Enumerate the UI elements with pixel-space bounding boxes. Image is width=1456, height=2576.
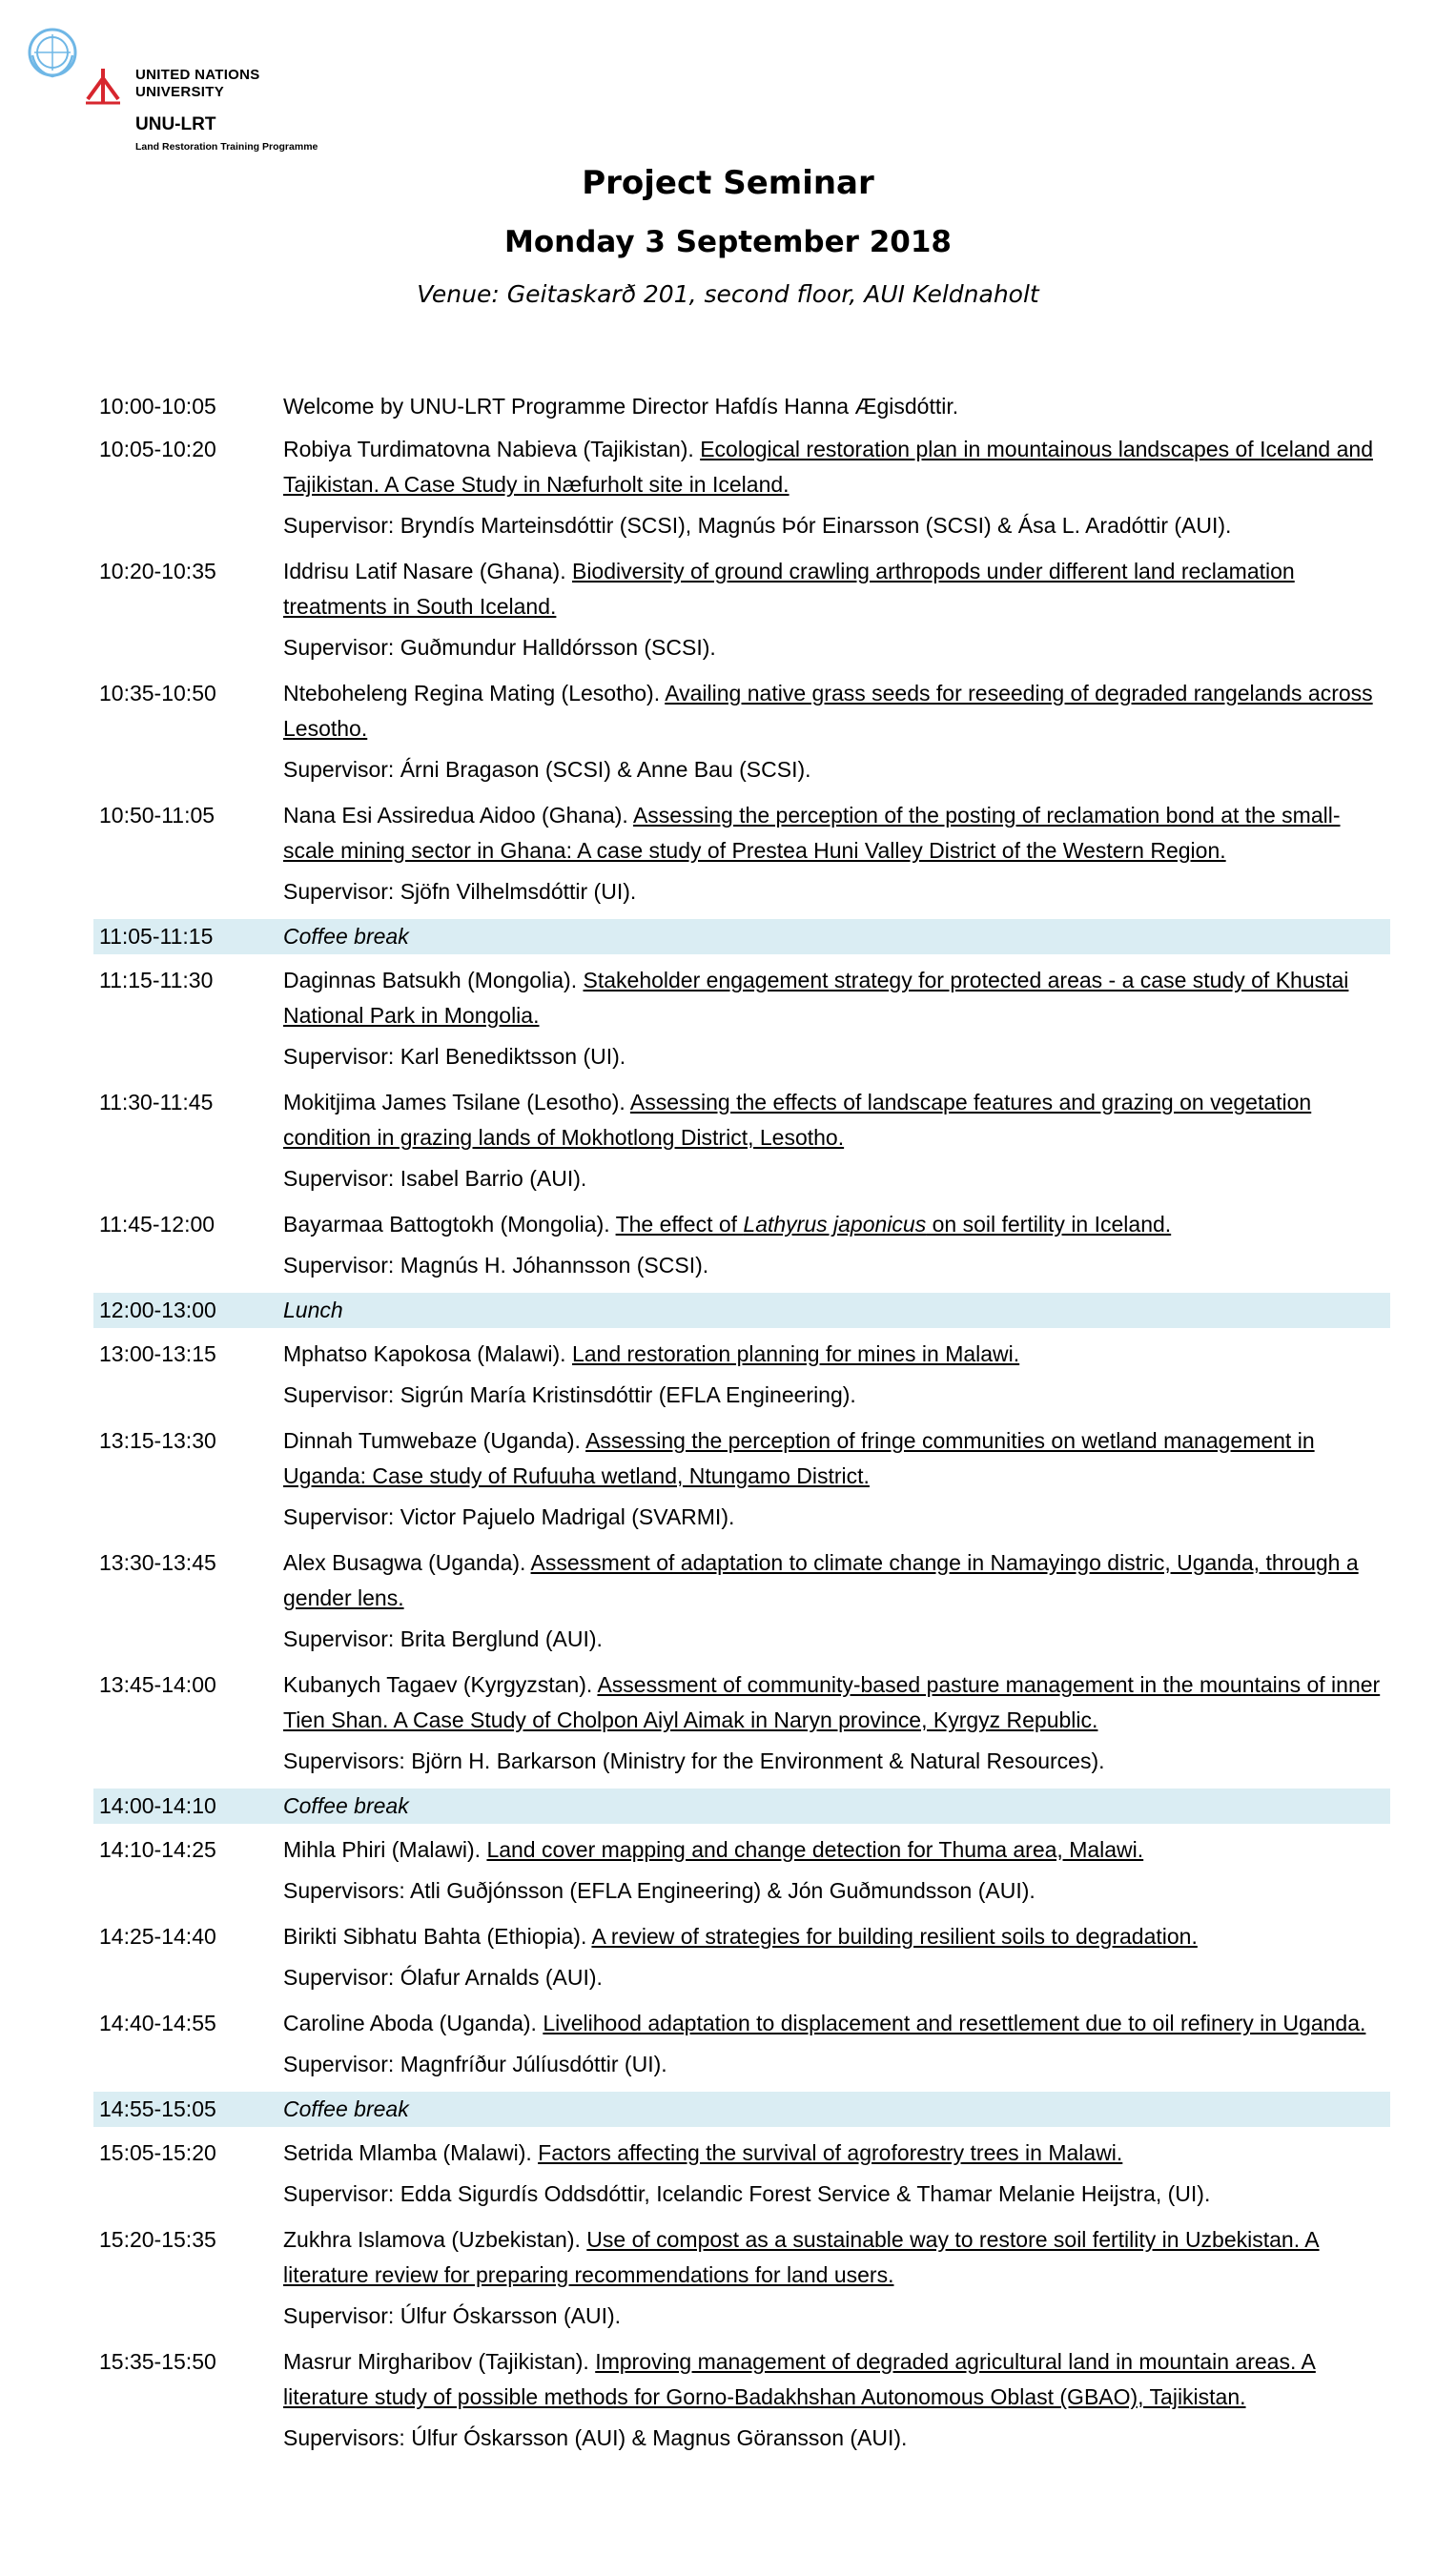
schedule-row bbox=[93, 959, 1390, 1037]
schedule-text bbox=[283, 1207, 1390, 1242]
species-name: Lathyrus japonicus bbox=[743, 1212, 927, 1237]
programme-name: UNU-LRT bbox=[135, 114, 216, 134]
time-spacer bbox=[93, 1378, 283, 1413]
project-title: Assessment of community-based pasture management in the mountains of inner Tien Shan. A Case Study of Cholpon Aiyl Aimak in Naryn province, Kyrgyz Republic. bbox=[283, 1672, 1381, 1732]
time-spacer bbox=[93, 508, 283, 543]
schedule-row bbox=[93, 794, 1390, 872]
presenter: Iddrisu Latif Nasare (Ghana). bbox=[283, 559, 572, 583]
schedule-text bbox=[283, 798, 1390, 869]
title-block bbox=[0, 164, 1456, 311]
schedule-row bbox=[93, 1915, 1390, 1958]
supervisor-row bbox=[93, 1498, 1390, 1542]
time-slot: 11:05-11:15 bbox=[99, 924, 214, 949]
break-row bbox=[93, 1789, 1390, 1824]
schedule-row bbox=[93, 1203, 1390, 1246]
schedule-text bbox=[283, 2136, 1390, 2171]
schedule-row bbox=[93, 428, 1390, 506]
presenter: Nana Esi Assiredua Aidoo (Ghana). bbox=[283, 803, 633, 828]
schedule-text bbox=[283, 432, 1390, 502]
supervisor: Supervisor: Brita Berglund (AUI). bbox=[283, 1626, 603, 1651]
presenter: Mphatso Kapokosa (Malawi). bbox=[283, 1341, 572, 1366]
break-label: Coffee break bbox=[283, 2096, 409, 2121]
schedule-text bbox=[283, 2222, 1390, 2293]
supervisor: Supervisor: Isabel Barrio (AUI). bbox=[283, 1166, 587, 1191]
time-slot: 14:10-14:25 bbox=[99, 1837, 216, 1862]
time-slot: 10:20-10:35 bbox=[99, 559, 216, 583]
time-slot: 14:25-14:40 bbox=[99, 1924, 216, 1949]
supervisor: Supervisor: Sjöfn Vilhelmsdóttir (UI). bbox=[283, 879, 637, 904]
project-title: Biodiversity of ground crawling arthropods under different land reclamation treatments in South Iceland. bbox=[283, 559, 1295, 619]
supervisor: Supervisors: Björn H. Barkarson (Ministry for the Environment & Natural Resources). bbox=[283, 1748, 1105, 1773]
schedule-text bbox=[283, 963, 1390, 1033]
time-slot: 12:00-13:00 bbox=[99, 1298, 216, 1322]
presenter: Dinnah Tumwebaze (Uganda). bbox=[283, 1428, 586, 1453]
schedule-text bbox=[283, 1085, 1390, 1155]
supervisor-row bbox=[93, 1159, 1390, 1203]
supervisor-row bbox=[93, 1376, 1390, 1420]
schedule-row bbox=[93, 2218, 1390, 2297]
schedule-row bbox=[93, 2132, 1390, 2175]
break-row bbox=[93, 2092, 1390, 2127]
presenter: Birikti Sibhatu Bahta (Ethiopia). bbox=[283, 1924, 592, 1949]
break-label: Coffee break bbox=[283, 1793, 409, 1818]
break-label: Lunch bbox=[283, 1298, 343, 1322]
time-slot: 11:45-12:00 bbox=[99, 1212, 215, 1237]
project-title: Assessment of adaptation to climate change in Namayingo distric, Uganda, through a gender lens. bbox=[283, 1550, 1359, 1610]
time-spacer bbox=[93, 2421, 283, 2456]
supervisor-row bbox=[93, 1620, 1390, 1664]
schedule-text bbox=[283, 1545, 1390, 1616]
schedule-row bbox=[93, 1333, 1390, 1376]
project-title: Improving management of degraded agricultural land in mountain areas. A literature study of possible methods for Gorno-Badakhshan Autonomous Oblast (GBAO), Tajikistan. bbox=[283, 2349, 1316, 2409]
time-spacer bbox=[93, 2047, 283, 2082]
break-row bbox=[93, 919, 1390, 954]
project-title: Assessing the effects of landscape features and grazing on vegetation condition in grazing lands of Mokhotlong District, Lesotho. bbox=[283, 1090, 1312, 1150]
project-title: Availing native grass seeds for reseeding of degraded rangelands across Lesotho. bbox=[283, 681, 1373, 741]
time-spacer bbox=[93, 630, 283, 665]
project-title: Land cover mapping and change detection for Thuma area, Malawi. bbox=[486, 1837, 1144, 1862]
supervisor: Supervisors: Úlfur Óskarsson (AUI) & Magnus Göransson (AUI). bbox=[283, 2425, 908, 2450]
time-slot: 15:20-15:35 bbox=[99, 2227, 216, 2252]
presenter: Caroline Aboda (Uganda). bbox=[283, 2011, 543, 2035]
schedule-text bbox=[283, 1337, 1390, 1372]
schedule bbox=[93, 385, 1390, 2463]
supervisor-row bbox=[93, 1742, 1390, 1786]
time-slot: 13:30-13:45 bbox=[99, 1550, 216, 1575]
presenter: Zukhra Islamova (Uzbekistan). bbox=[283, 2227, 587, 2252]
schedule-text bbox=[283, 2344, 1390, 2415]
supervisor: Supervisor: Guðmundur Halldórsson (SCSI). bbox=[283, 635, 716, 660]
time-slot: 10:35-10:50 bbox=[99, 681, 216, 705]
project-title: The effect of Lathyrus japonicus on soil fertility in Iceland. bbox=[615, 1212, 1172, 1237]
time-slot: 14:00-14:10 bbox=[99, 1793, 216, 1818]
supervisor-row bbox=[93, 2419, 1390, 2463]
time-spacer bbox=[93, 1039, 283, 1074]
project-title: Assessing the perception of the posting of reclamation bond at the small-scale mining sector in Ghana: A case study of Prestea Huni Valley District of the Western Region. bbox=[283, 803, 1341, 863]
project-title: Use of compost as a sustainable way to restore soil fertility in Uzbekistan. A literature review for preparing recommendations for land users. bbox=[283, 2227, 1320, 2287]
schedule-text bbox=[283, 676, 1390, 746]
supervisor: Supervisors: Atli Guðjónsson (EFLA Engineering) & Jón Guðmundsson (AUI). bbox=[283, 1878, 1036, 1903]
presenter: Mokitjima James Tsilane (Lesotho). bbox=[283, 1090, 630, 1114]
supervisor: Supervisor: Magnús H. Jóhannsson (SCSI). bbox=[283, 1253, 709, 1278]
schedule-row bbox=[93, 1664, 1390, 1742]
supervisor-row bbox=[93, 750, 1390, 794]
supervisor: Supervisor: Úlfur Óskarsson (AUI). bbox=[283, 2303, 622, 2328]
supervisor: Supervisor: Ólafur Arnalds (AUI). bbox=[283, 1965, 603, 1990]
time-slot: 14:55-15:05 bbox=[99, 2096, 216, 2121]
seminar-date: Monday 3 September 2018 bbox=[504, 225, 952, 259]
unu-logo-icon bbox=[82, 65, 124, 107]
supervisor: Supervisor: Karl Benediktsson (UI). bbox=[283, 1044, 626, 1069]
project-title: Ecological restoration plan in mountainous landscapes of Iceland and Tajikistan. A Case Study in Næfurholt site in Iceland. bbox=[283, 437, 1373, 497]
schedule-text bbox=[283, 554, 1390, 624]
schedule-text bbox=[283, 1667, 1390, 1738]
supervisor: Supervisor: Victor Pajuelo Madrigal (SVARMI). bbox=[283, 1504, 735, 1529]
supervisor-row bbox=[93, 2175, 1390, 2218]
time-spacer bbox=[93, 1248, 283, 1283]
time-spacer bbox=[93, 1960, 283, 1995]
programme-full-name: Land Restoration Training Programme bbox=[135, 141, 318, 153]
schedule-text: Welcome by UNU-LRT Programme Director Hafdís Hanna Ægisdóttir. bbox=[283, 394, 959, 419]
project-title: A review of strategies for building resilient soils to degradation. bbox=[591, 1924, 1198, 1949]
presenter: Setrida Mlamba (Malawi). bbox=[283, 2140, 539, 2165]
presenter: Alex Busagwa (Uganda). bbox=[283, 1550, 531, 1575]
org-line1: UNITED NATIONS bbox=[135, 67, 260, 83]
time-slot: 10:50-11:05 bbox=[99, 803, 215, 828]
schedule-text bbox=[283, 2006, 1390, 2041]
schedule-row bbox=[93, 1829, 1390, 1871]
project-title: Land restoration planning for mines in Malawi. bbox=[571, 1341, 1020, 1366]
presenter: Masrur Mirgharibov (Tajikistan). bbox=[283, 2349, 596, 2374]
schedule-row bbox=[93, 1081, 1390, 1159]
time-slot: 15:05-15:20 bbox=[99, 2140, 216, 2165]
supervisor: Supervisor: Bryndís Marteinsdóttir (SCSI), Magnús Þór Einarsson (SCSI) & Ása L. Aradóttir (AUI). bbox=[283, 513, 1232, 538]
un-emblem-icon bbox=[27, 27, 78, 78]
supervisor-row bbox=[93, 1246, 1390, 1290]
time-slot: 11:30-11:45 bbox=[99, 1090, 214, 1114]
project-title: Stakeholder engagement strategy for protected areas - a case study of Khustai National Park in Mongolia. bbox=[283, 968, 1349, 1028]
supervisor: Supervisor: Magnfríður Júlíusdóttir (UI). bbox=[283, 2052, 667, 2076]
time-slot: 13:45-14:00 bbox=[99, 1672, 216, 1697]
presenter: Bayarmaa Battogtokh (Mongolia). bbox=[283, 1212, 616, 1237]
page-title: Project Seminar bbox=[582, 164, 874, 202]
time-spacer bbox=[93, 1161, 283, 1196]
presenter: Kubanych Tagaev (Kyrgyzstan). bbox=[283, 1672, 598, 1697]
supervisor-row bbox=[93, 1871, 1390, 1915]
break-label: Coffee break bbox=[283, 924, 409, 949]
venue: Venue: Geitaskarð 201, second floor, AUI Keldnaholt bbox=[417, 280, 1039, 308]
schedule-row bbox=[93, 1542, 1390, 1620]
time-slot: 14:40-14:55 bbox=[99, 2011, 216, 2035]
org-line2: UNIVERSITY bbox=[135, 84, 225, 100]
break-row bbox=[93, 1293, 1390, 1328]
presenter: Nteboheleng Regina Mating (Lesotho). bbox=[283, 681, 666, 705]
schedule-text bbox=[283, 1423, 1390, 1494]
time-slot: 13:00-13:15 bbox=[99, 1341, 216, 1366]
project-title: Factors affecting the survival of agroforestry trees in Malawi. bbox=[538, 2140, 1123, 2165]
schedule-row bbox=[93, 2341, 1390, 2419]
schedule-row bbox=[93, 385, 1390, 428]
supervisor: Supervisor: Sigrún María Kristinsdóttir (EFLA Engineering). bbox=[283, 1382, 856, 1407]
header-logos bbox=[27, 27, 408, 160]
time-spacer bbox=[93, 1622, 283, 1657]
supervisor-row bbox=[93, 506, 1390, 550]
presenter: Robiya Turdimatovna Nabieva (Tajikistan). bbox=[283, 437, 701, 461]
schedule-row bbox=[93, 2002, 1390, 2045]
supervisor-row bbox=[93, 872, 1390, 916]
schedule-row bbox=[93, 550, 1390, 628]
schedule-text bbox=[283, 1919, 1390, 1954]
time-slot: 10:05-10:20 bbox=[99, 437, 216, 461]
time-slot: 11:15-11:30 bbox=[99, 968, 214, 992]
supervisor-row bbox=[93, 1037, 1390, 1081]
presenter: Mihla Phiri (Malawi). bbox=[283, 1837, 487, 1862]
time-spacer bbox=[93, 2177, 283, 2212]
time-spacer bbox=[93, 874, 283, 910]
time-spacer bbox=[93, 1500, 283, 1535]
project-title: Livelihood adaptation to displacement and resettlement due to oil refinery in Uganda. bbox=[543, 2011, 1366, 2035]
supervisor-row bbox=[93, 2297, 1390, 2341]
unu-name bbox=[135, 67, 260, 101]
schedule-row bbox=[93, 672, 1390, 750]
time-spacer bbox=[93, 1873, 283, 1909]
supervisor: Supervisor: Árni Bragason (SCSI) & Anne Bau (SCSI). bbox=[283, 757, 811, 782]
time-slot: 15:35-15:50 bbox=[99, 2349, 216, 2374]
time-spacer bbox=[93, 752, 283, 787]
time-slot: 13:15-13:30 bbox=[99, 1428, 216, 1453]
time-spacer bbox=[93, 2299, 283, 2334]
time-slot: 10:00-10:05 bbox=[99, 394, 216, 419]
schedule-text bbox=[283, 1832, 1390, 1868]
project-title: Assessing the perception of fringe communities on wetland management in Uganda: Case study of Rufuuha wetland, Ntungamo District. bbox=[283, 1428, 1315, 1488]
supervisor-row bbox=[93, 628, 1390, 672]
supervisor-row bbox=[93, 2045, 1390, 2089]
supervisor: Supervisor: Edda Sigurdís Oddsdóttir, Icelandic Forest Service & Thamar Melanie Heijstra, (UI). bbox=[283, 2181, 1211, 2206]
supervisor-row bbox=[93, 1958, 1390, 2002]
presenter: Daginnas Batsukh (Mongolia). bbox=[283, 968, 584, 992]
schedule-row bbox=[93, 1420, 1390, 1498]
time-spacer bbox=[93, 1744, 283, 1779]
